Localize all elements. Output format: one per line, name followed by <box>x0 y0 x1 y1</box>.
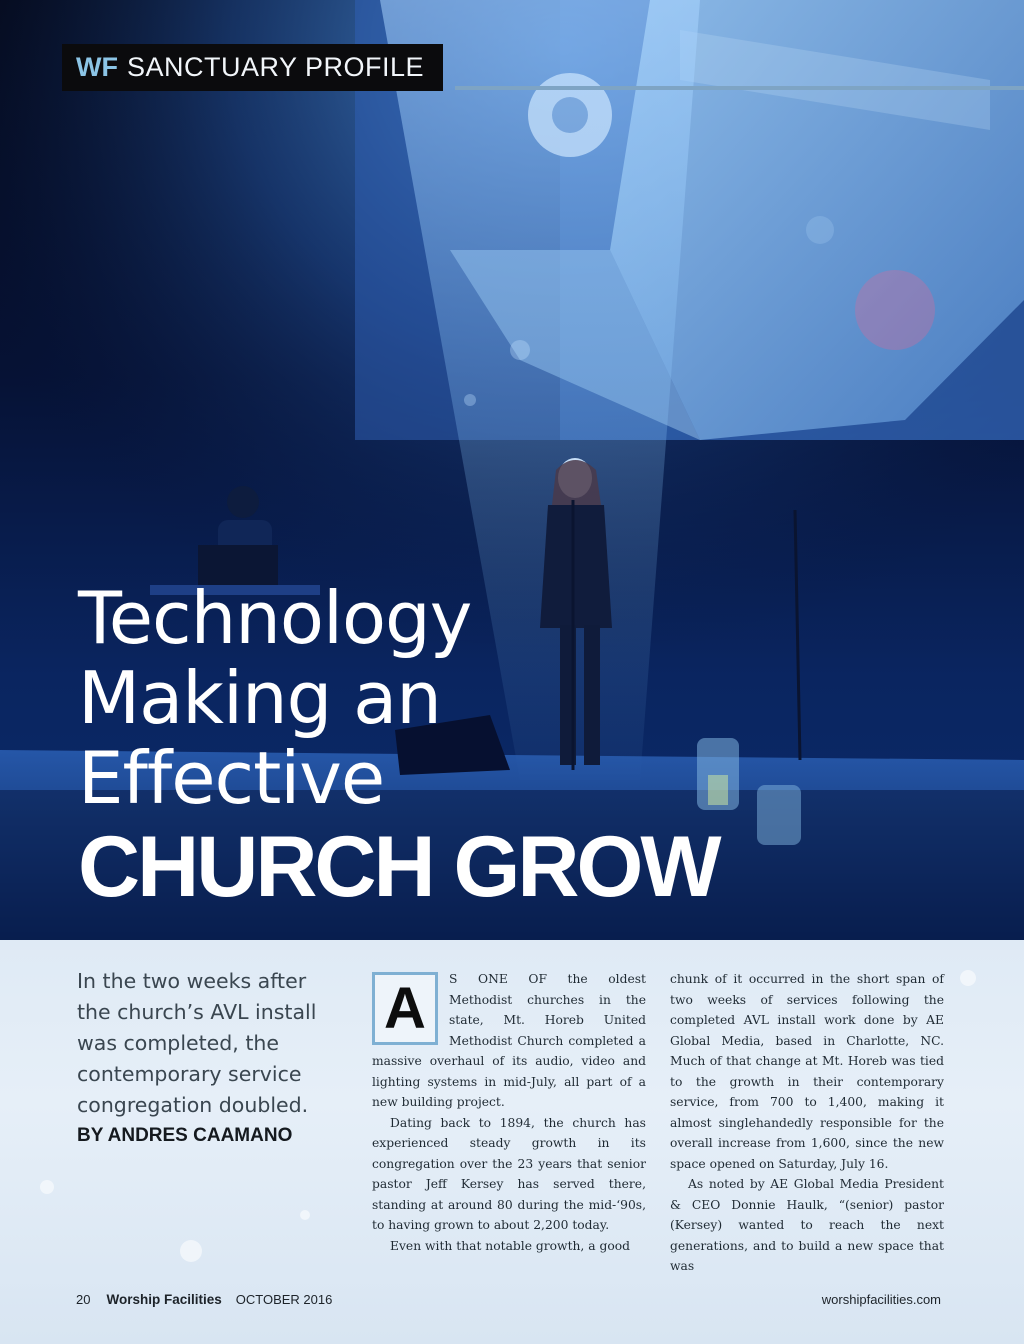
paragraph-4: As noted by AE Global Media President & CEO Donnie Haulk, “(senior) pastor (Kersey) wanted to reach the next generations, and to build a new space that was <box>670 1177 944 1273</box>
section-tag-label: SANCTUARY PROFILE <box>126 52 425 82</box>
article-headline <box>78 578 838 914</box>
article-deck <box>77 966 339 1147</box>
paragraph-3-continued: chunk of it occurred in the short span of two weeks of services following the completed AVL install work done by AE Global Media, based in Charlotte, NC. Much of that change at Mt. Horeb was tied to the growth in their contemporary service, from 700 to 1,400, making it almost singlehandedly responsible for the overall increase from 1,600, since the new space opened on Saturday, July 16. <box>670 972 944 1171</box>
issue-date: OCTOBER 2016 <box>235 1292 333 1307</box>
section-tag-abbrev: WF <box>76 52 118 82</box>
paragraph-1: S ONE OF the oldest Methodist churches in the state, Mt. Horeb United Methodist Church completed a massive overhaul of its audio, video and lighting systems in mid-July, all part of a new building project. <box>372 972 646 1109</box>
paragraph-2: Dating back to 1894, the church has experienced steady growth in its congregation over the 23 years that senior pastor Jeff Kersey has served there, standing at around 80 during the mid-‘90s, to having grown to about 2,200 today. <box>372 1115 646 1232</box>
bokeh-dot <box>180 1240 202 1262</box>
headline-line-1: Technology <box>78 576 472 660</box>
byline: BY ANDRES CAAMANO <box>77 1125 293 1146</box>
article-column-2 <box>670 969 944 1277</box>
paragraph-3-start: Even with that notable growth, a good <box>390 1238 631 1253</box>
page-footer-left <box>76 1292 332 1307</box>
headline-line-4: CHURCH GROW <box>78 819 719 915</box>
drop-cap-letter: A <box>384 975 426 1041</box>
section-tag <box>62 44 443 91</box>
website-link[interactable]: worshipfacilities.com <box>821 1292 941 1307</box>
headline-line-3: Effective <box>78 736 385 820</box>
deck-text: In the two weeks after the church’s AVL install was completed, the contemporary service congregation doubled. <box>77 969 317 1117</box>
page-number: 20 <box>76 1292 91 1307</box>
bokeh-dot <box>40 1180 54 1194</box>
article-column-1 <box>372 969 646 1256</box>
bokeh-dot <box>960 970 976 986</box>
section-rule <box>455 86 1024 90</box>
drop-cap <box>372 972 438 1045</box>
bokeh-dot <box>300 1210 310 1220</box>
magazine-name: Worship Facilities <box>106 1292 222 1307</box>
headline-line-2: Making an <box>78 656 441 740</box>
